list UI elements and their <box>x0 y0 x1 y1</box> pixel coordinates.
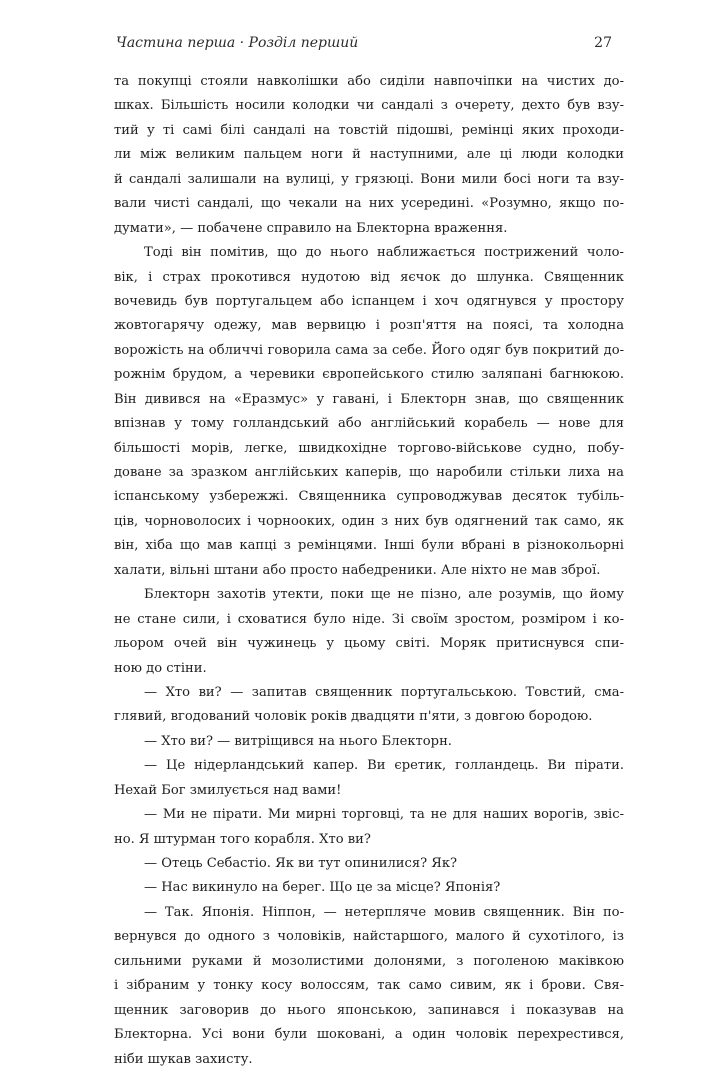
text-line: — Отець Себастіо. Як ви тут опинилися? Як? <box>144 856 458 871</box>
text-line: іспанському узбережжі. Священника супроводжував десяток тубіль- <box>114 489 624 505</box>
text-line: ли між великим пальцем ноги й наступними, але ці люди колодки <box>114 147 624 163</box>
text-line: — Ми не пірати. Ми мирні торговці, та не для наших ворогів, звіс- <box>144 807 624 823</box>
text-line: — Це нідерландський капер. Ви єретик, голландець. Ви пірати. <box>144 758 624 774</box>
text-line: рожнім брудом, а черевики європейського стилю заляпані багнюкою. <box>114 367 624 383</box>
text-line: шках. Більшість носили колодки чи сандалі з очерету, дехто був взу- <box>114 98 624 114</box>
text-line: но. Я штурман того корабля. Хто ви? <box>114 831 371 847</box>
text-line: — Так. Японія. Ніппон, — нетерпляче мовив священник. Він по- <box>144 904 624 920</box>
text-line: Він дивився на «Еразмус» у гавані, і Блекторн знав, що священник <box>114 391 624 407</box>
text-line: ворожість на обличчі говорила сама за себе. Його одяг був покритий до- <box>114 342 624 358</box>
text-line: не стане сили, і сховатися було ніде. Зі своїм зростом, розміром і ко- <box>114 611 624 627</box>
text-line: жовтогарячу одежу, мав вервицю і розп'яття на поясі, та холодна <box>114 318 624 334</box>
text-line: — Хто ви? — витріщився на нього Блекторн. <box>144 733 452 749</box>
text-line: думати», — побачене справило на Блекторна враження. <box>114 220 508 236</box>
text-line: доване за зразком англійських каперів, що наробили стільки лиха на <box>114 465 624 480</box>
text-line: Тоді він помітив, що до нього наближається пострижений чоло- <box>144 245 624 261</box>
text-line: льором очей він чужинець у цьому світі. Моряк притиснувся спи- <box>114 636 624 652</box>
text-line: тий у ті самі білі сандалі на товстій підошві, ремінці яких проходи- <box>114 122 624 138</box>
text-line: та покупці стояли навколішки або сиділи навпочіпки на чистих до- <box>114 74 624 89</box>
text-line: Блекторна. Усі вони були шоковані, а один чоловік перехрестився, <box>114 1027 624 1043</box>
text-line: впізнав у тому голландський або англійський корабель — нове для <box>114 416 624 432</box>
text-line: — Хто ви? — запитав священник португальською. Товстий, сма- <box>144 684 624 700</box>
text-line: сильними руками й мозолистими долонями, з поголеною маківкою <box>114 953 624 969</box>
text-line: ною до стіни. <box>114 660 207 676</box>
running-head: Частина перша · Розділ перший <box>116 35 359 51</box>
text-line: глявий, вгодований чоловік років двадцяти п'яти, з довгою бородою. <box>114 709 593 725</box>
text-line: він, хіба що мав капці з ремінцями. Інші були вбрані в різнокольорні <box>114 538 624 554</box>
text-line: халати, вільні штани або просто набедреники. Але ніхто не мав зброї. <box>114 562 601 578</box>
text-line: більшості морів, легке, швидкохідне торгово-військове судно, побу- <box>114 440 624 456</box>
page-number: 27 <box>594 35 612 51</box>
text-line: Нехай Бог змилується над вами! <box>114 782 342 798</box>
text-line: вочевидь був португальцем або іспанцем і хоч одягнувся у простору <box>114 293 624 309</box>
text-line: щенник заговорив до нього японською, запинався і показував на <box>114 1002 624 1018</box>
text-line: — Нас викинуло на берег. Що це за місце? Японія? <box>144 880 501 896</box>
body-text <box>114 70 624 1072</box>
text-line: вернувся до одного з чоловіків, найстаршого, малого й сухотілого, із <box>114 929 624 945</box>
text-line: Блекторн захотів утекти, поки ще не пізно, але розумів, що йому <box>144 587 624 603</box>
text-line: і зібраним у тонку косу волоссям, так само сивим, як і брови. Свя- <box>114 978 624 994</box>
text-line: й сандалі залишали на вулиці, у грязюці. Вони мили босі ноги та взу- <box>114 171 624 187</box>
text-line: вік, і страх прокотився нудотою від яєчок до шлунка. Священник <box>114 269 624 285</box>
text-line: вали чисті сандалі, що чекали на них усередині. «Розумно, якщо по- <box>114 196 624 212</box>
text-line: ців, чорноволосих і чорнооких, один з них був одягнений так само, як <box>114 513 624 529</box>
text-line: ніби шукав захисту. <box>114 1051 253 1067</box>
